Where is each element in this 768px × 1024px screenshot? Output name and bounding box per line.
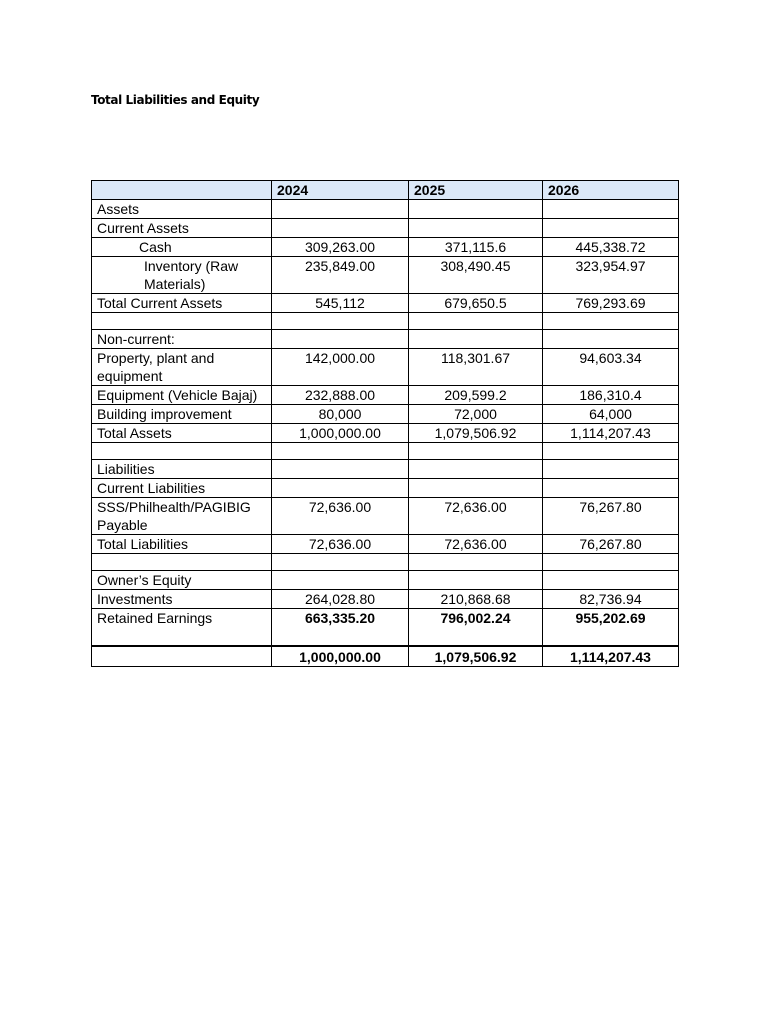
row-label-equipment: Equipment (Vehicle Bajaj)	[92, 386, 272, 405]
total-liabilities-2026: 76,267.80	[543, 535, 679, 554]
header-year-2025: 2025	[409, 181, 543, 200]
inventory-2024: 235,849.00	[272, 257, 409, 294]
table-row	[92, 330, 679, 349]
ppe-2025: 118,301.67	[409, 349, 543, 386]
total-assets-2025: 1,079,506.92	[409, 424, 543, 443]
cash-2026: 445,338.72	[543, 238, 679, 257]
investments-2024: 264,028.80	[272, 590, 409, 609]
row-label-total-assets: Total Assets	[92, 424, 272, 443]
sss-2025: 72,636.00	[409, 498, 543, 535]
total-assets-2026: 1,114,207.43	[543, 424, 679, 443]
investments-2025: 210,868.68	[409, 590, 543, 609]
table-row	[92, 257, 679, 294]
row-label-owners-equity: Owner’s Equity	[92, 571, 272, 590]
grand-total-2024: 1,000,000.00	[272, 646, 409, 667]
row-label-non-current: Non-current:	[92, 330, 272, 349]
row-label-liabilities: Liabilities	[92, 460, 272, 479]
header-year-2024: 2024	[272, 181, 409, 200]
table-row	[92, 219, 679, 238]
document-title: Total Liabilities and Equity	[91, 93, 260, 107]
row-label-total-liabilities: Total Liabilities	[92, 535, 272, 554]
row-label-ppe: Property, plant and equipment	[92, 349, 272, 386]
equipment-2024: 232,888.00	[272, 386, 409, 405]
inventory-2026: 323,954.97	[543, 257, 679, 294]
building-2025: 72,000	[409, 405, 543, 424]
building-2024: 80,000	[272, 405, 409, 424]
grand-total-row	[92, 646, 679, 667]
table-row	[92, 238, 679, 257]
ppe-2026: 94,603.34	[543, 349, 679, 386]
cash-2024: 309,263.00	[272, 238, 409, 257]
spacer-row	[92, 443, 679, 460]
row-label-assets: Assets	[92, 200, 272, 219]
table-header-row	[92, 181, 679, 200]
table-row	[92, 349, 679, 386]
total-current-assets-2026: 769,293.69	[543, 294, 679, 313]
table-row	[92, 386, 679, 405]
row-label-cash: Cash	[92, 238, 272, 257]
total-liabilities-2024: 72,636.00	[272, 535, 409, 554]
row-label-building-improvement: Building improvement	[92, 405, 272, 424]
header-year-2026: 2026	[543, 181, 679, 200]
table-row	[92, 535, 679, 554]
sss-2024: 72,636.00	[272, 498, 409, 535]
table-row	[92, 609, 679, 647]
spacer-row	[92, 554, 679, 571]
total-current-assets-2024: 545,112	[272, 294, 409, 313]
table-row	[92, 571, 679, 590]
row-label-current-assets: Current Assets	[92, 219, 272, 238]
table-row	[92, 460, 679, 479]
table-row	[92, 590, 679, 609]
balance-sheet-table	[91, 180, 679, 667]
inventory-label-text: Inventory (Raw Materials)	[144, 258, 239, 292]
retained-earnings-2025: 796,002.24	[409, 609, 543, 647]
table-row	[92, 479, 679, 498]
total-liabilities-2025: 72,636.00	[409, 535, 543, 554]
row-label-current-liabilities: Current Liabilities	[92, 479, 272, 498]
row-label-investments: Investments	[92, 590, 272, 609]
grand-total-label-cell	[92, 646, 272, 667]
cash-2025: 371,115.6	[409, 238, 543, 257]
row-label-inventory	[92, 257, 272, 294]
retained-earnings-2024: 663,335.20	[272, 609, 409, 647]
header-label-cell	[92, 181, 272, 200]
retained-earnings-2026: 955,202.69	[543, 609, 679, 647]
row-label-sss-payable: SSS/Philhealth/PAGIBIG Payable	[92, 498, 272, 535]
total-current-assets-2025: 679,650.5	[409, 294, 543, 313]
grand-total-2026: 1,114,207.43	[543, 646, 679, 667]
row-label-retained-earnings: Retained Earnings	[92, 609, 272, 647]
inventory-2025: 308,490.45	[409, 257, 543, 294]
spacer-row	[92, 313, 679, 330]
table-row	[92, 294, 679, 313]
ppe-2024: 142,000.00	[272, 349, 409, 386]
row-label-total-current-assets: Total Current Assets	[92, 294, 272, 313]
equipment-2025: 209,599.2	[409, 386, 543, 405]
table-row	[92, 498, 679, 535]
total-assets-2024: 1,000,000.00	[272, 424, 409, 443]
table-row	[92, 424, 679, 443]
sss-2026: 76,267.80	[543, 498, 679, 535]
table-row	[92, 405, 679, 424]
grand-total-2025: 1,079,506.92	[409, 646, 543, 667]
equipment-2026: 186,310.4	[543, 386, 679, 405]
investments-2026: 82,736.94	[543, 590, 679, 609]
building-2026: 64,000	[543, 405, 679, 424]
table-row	[92, 200, 679, 219]
